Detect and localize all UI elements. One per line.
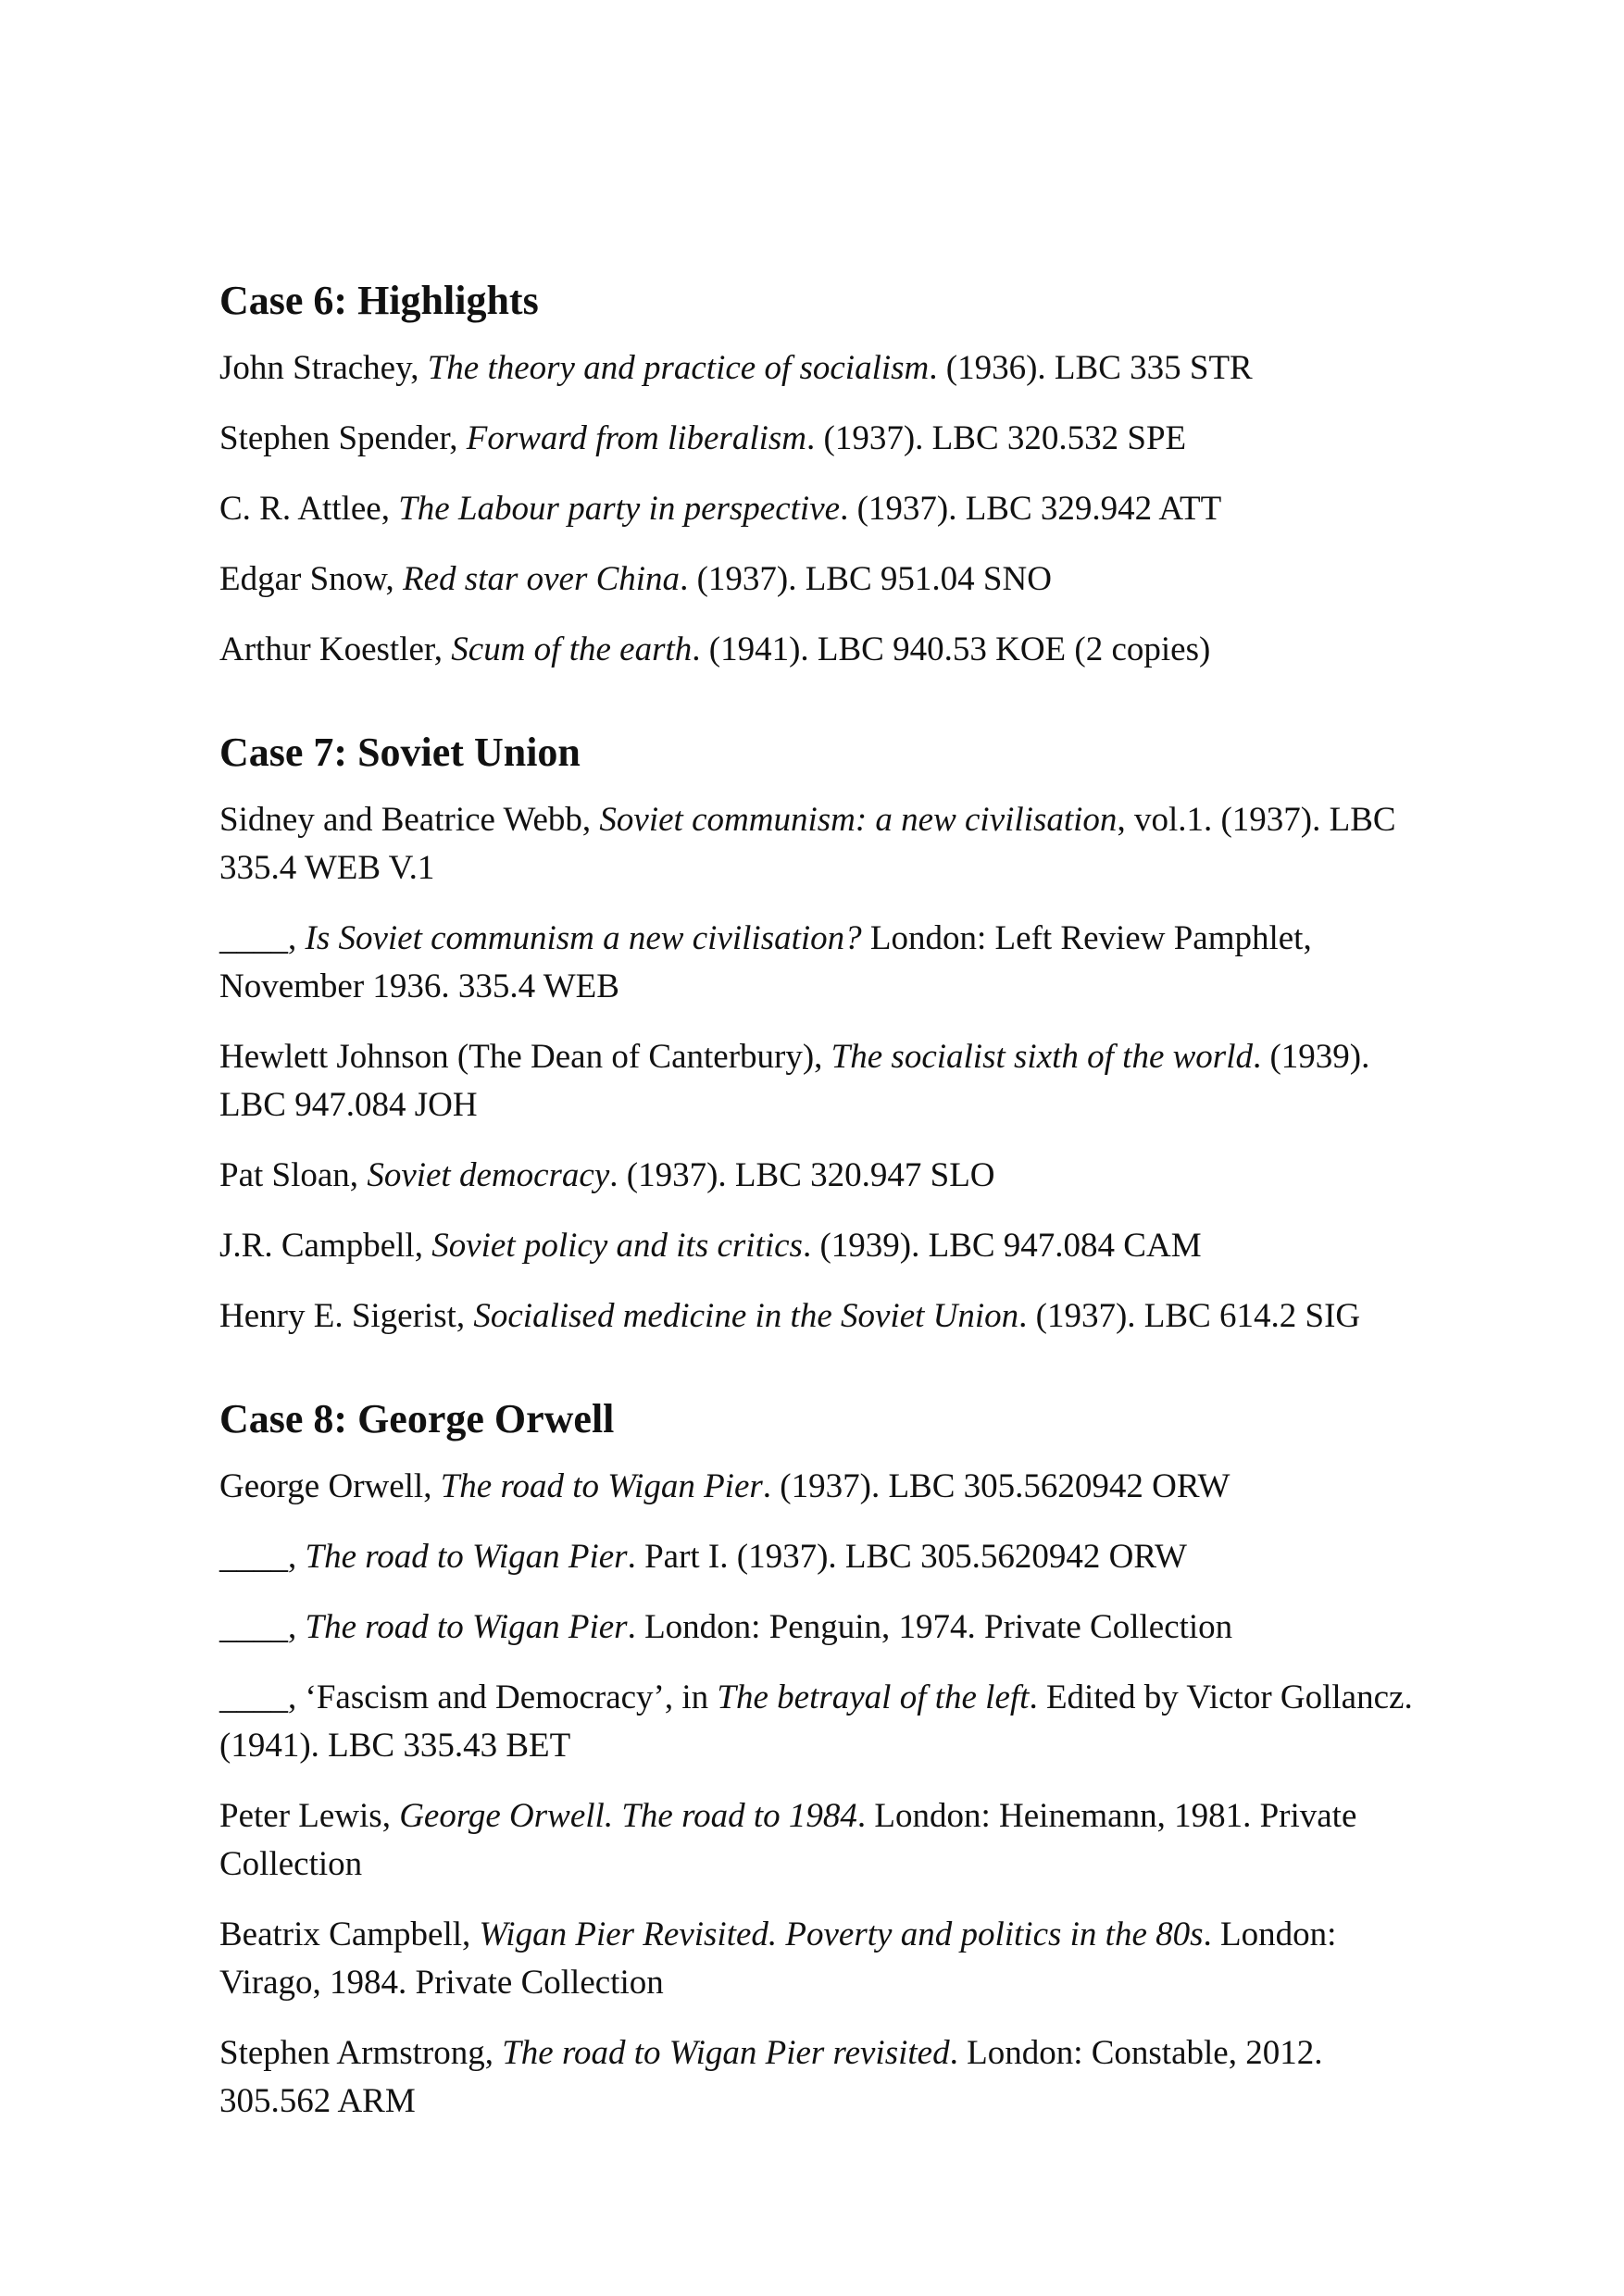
entry-text: C. R. Attlee, [219,490,399,528]
entry-text: Pat Sloan, [219,1156,368,1194]
bibliography-entry [219,555,1423,604]
bibliography-entry [219,1603,1423,1652]
case-8-section [219,1392,1423,2126]
entry-text: Stephen Spender, [219,419,467,457]
entry-title: Soviet policy and its critics [431,1227,803,1265]
bibliography-entry [219,2029,1423,2126]
bibliography-entry [219,626,1423,674]
bibliography-entry [219,1674,1423,1770]
entry-title: Forward from liberalism [466,419,807,457]
entry-text: George Orwell, [219,1467,441,1505]
bibliography-entry [219,1792,1423,1889]
entry-details: . (1937). LBC 320.532 SPE [806,419,1187,457]
entry-details: . (1939). LBC 947.084 JOH [219,1038,1370,1124]
bibliography-entry [219,344,1423,393]
entry-title: The theory and practice of socialism [427,349,930,387]
case-7-heading: Case 7: Soviet Union [219,730,581,775]
entry-details: . London: Heinemann, 1981. Private Collection [219,1797,1357,1883]
entry-title: Soviet communism: a new civilisation [599,801,1118,839]
entry-details: . London: Penguin, 1974. Private Collection [627,1608,1233,1646]
entry-title: The road to Wigan Pier [440,1467,763,1505]
entry-text: Edgar Snow, [219,560,403,598]
bibliography-entry [219,1152,1423,1200]
entry-details: . (1937). LBC 614.2 SIG [1018,1297,1361,1335]
entry-title: Red star over China [403,560,681,598]
entry-text: Hewlett Johnson (The Dean of Canterbury), [219,1038,831,1076]
bibliography-entry [219,485,1423,533]
entry-title: Socialised medicine in the Soviet Union [473,1297,1019,1335]
entry-text: ____, [219,919,306,957]
entry-details: . Edited by Victor Gollancz. (1941). LBC 335.43 BET [219,1678,1413,1765]
case-6-heading: Case 6: Highlights [219,278,539,323]
entry-text: Beatrix Campbell, [219,1915,480,1953]
entry-text: Sidney and Beatrice Webb, [219,801,600,839]
bibliography-entry [219,796,1423,892]
entry-text: ____, [219,1608,306,1646]
entry-text: ____, [219,1538,306,1576]
bibliography-entry [219,415,1423,463]
entry-title: The Labour party in perspective [398,490,841,528]
entry-title: The betrayal of the left [717,1678,1030,1716]
entry-text: ____, ‘Fascism and Democracy’, in [219,1678,718,1716]
bibliography-entry [219,1033,1423,1129]
entry-title: Scum of the earth [451,630,693,668]
entry-details: . London: Virago, 1984. Private Collection [219,1915,1337,2002]
bibliography-entry [219,915,1423,1011]
entry-details: . (1937). LBC 305.5620942 ORW [762,1467,1230,1505]
entry-details: . (1937). LBC 951.04 SNO [680,560,1052,598]
entry-text: Peter Lewis, [219,1797,400,1835]
entry-text: Henry E. Sigerist, [219,1297,474,1335]
case-7-section [219,726,1423,1341]
entry-details: , vol.1. (1937). LBC 335.4 WEB V.1 [219,801,1396,887]
bibliography-entry [219,1533,1423,1581]
entry-details: . (1937). LBC 320.947 SLO [609,1156,995,1194]
entry-details: . (1936). LBC 335 STR [929,349,1253,387]
entry-title: Is Soviet communism a new civilisation? [305,919,862,957]
document-content [219,274,1423,2126]
entry-title: The road to Wigan Pier revisited [502,2034,950,2072]
entry-details: . Part I. (1937). LBC 305.5620942 ORW [627,1538,1187,1576]
entry-details: . London: Constable, 2012. 305.562 ARM [219,2034,1323,2120]
entry-text: Stephen Armstrong, [219,2034,503,2072]
bibliography-entry [219,1222,1423,1270]
entry-text: J.R. Campbell, [219,1227,432,1265]
entry-title: Soviet democracy [367,1156,610,1194]
entry-title: The road to Wigan Pier [305,1608,628,1646]
entry-details: . (1937). LBC 329.942 ATT [840,490,1222,528]
entry-title: Wigan Pier Revisited. Poverty and politics in the 80s [479,1915,1204,1953]
entry-title: The road to Wigan Pier [305,1538,628,1576]
entry-text: John Strachey, [219,349,428,387]
entry-details: . (1939). LBC 947.084 CAM [802,1227,1202,1265]
entry-title: George Orwell. The road to 1984 [399,1797,857,1835]
entry-details: London: Left Review Pamphlet, November 1936. 335.4 WEB [219,919,1312,1005]
case-8-heading: Case 8: George Orwell [219,1396,615,1441]
entry-title: The socialist sixth of the world [831,1038,1253,1076]
case-6-section [219,274,1423,674]
bibliography-entry [219,1911,1423,2007]
bibliography-entry [219,1292,1423,1341]
bibliography-entry [219,1463,1423,1511]
entry-text: Arthur Koestler, [219,630,452,668]
entry-details: . (1941). LBC 940.53 KOE (2 copies) [692,630,1211,668]
